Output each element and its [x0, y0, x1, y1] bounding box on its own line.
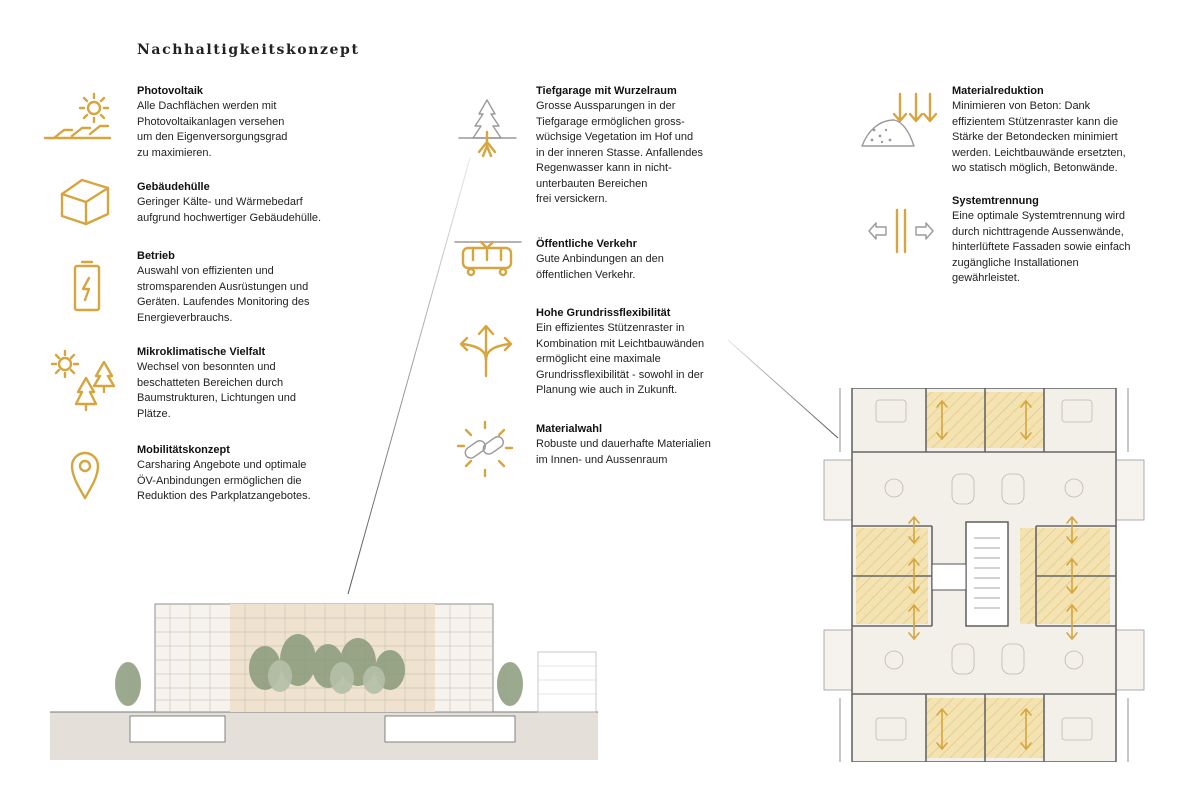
item-title: Mobilitätskonzept — [137, 444, 230, 456]
item-text: Gute Anbindungen an den öffentlichen Verkehr. — [536, 253, 664, 281]
item-text: Geringer Kälte- und Wärmebedarf aufgrund hochwertiger Gebäudehülle. — [137, 196, 322, 224]
item-text: Auswahl von effizienten und stromsparenden Ausrüstungen und Geräten. Laufendes Monitoring des Energieverbrauchs. — [137, 265, 310, 324]
item-title: Photovoltaik — [137, 85, 204, 97]
page-title: Nachhaltigkeitskonzept — [137, 42, 360, 58]
item-title: Materialwahl — [536, 423, 603, 435]
item-text: Carsharing Angebote und optimale ÖV-Anbindungen ermöglichen die Reduktion des Parkplatzangebotes. — [137, 459, 311, 502]
item-text: Minimieren von Beton: Dank effizientem Stützenraster kann die Stärke der Betondecken minimiert werden. Leichtbauwände ersetzten, wo statisch möglich, Betonwände. — [952, 100, 1126, 174]
item-title: Öffentliche Verkehr — [536, 238, 637, 250]
item-title: Tiefgarage mit Wurzelraum — [536, 85, 677, 97]
item-text: Robuste und dauerhafte Materialien im Innen- und Aussenraum — [536, 438, 711, 466]
item-text: Wechsel von besonnten und beschatteten Bereichen durch Baumstrukturen, Lichtungen und Plätze. — [137, 361, 296, 420]
item-title: Hohe Grundrissflexibilität — [536, 307, 671, 319]
floor-plan-drawing — [822, 388, 1146, 762]
item-title: Materialreduktion — [952, 85, 1044, 97]
building-section-drawing — [50, 596, 598, 760]
item-title: Gebäudehülle — [137, 181, 210, 193]
item-title: Systemtrennung — [952, 195, 1039, 207]
item-text: Ein effizientes Stützenraster in Kombination mit Leichtbauwänden ermöglicht eine maximale Grundrissflexibilität - sowohl in der Planung wie auch in Zukunft. — [536, 322, 705, 396]
item-text: Grosse Aussparungen in der Tiefgarage ermöglichen gross- wüchsige Vegetation im Hof und in der inneren Stasse. Anfallendes Regenwasser kann in nicht- unterbauten Bereichen frei versickern. — [536, 100, 703, 205]
item-title: Mikroklimatische Vielfalt — [137, 346, 266, 358]
item-text: Alle Dachflächen werden mit Photovoltaikanlagen versehen um den Eigenversorgungsgrad zu maximieren. — [137, 100, 288, 159]
leader-line-section — [348, 158, 470, 594]
item-title: Betrieb — [137, 250, 175, 262]
item-text: Eine optimale Systemtrennung wird durch nichttragende Aussenwände, hinterlüftete Fassaden sowie einfach zugängliche Installationen gewährleistet. — [952, 210, 1131, 284]
